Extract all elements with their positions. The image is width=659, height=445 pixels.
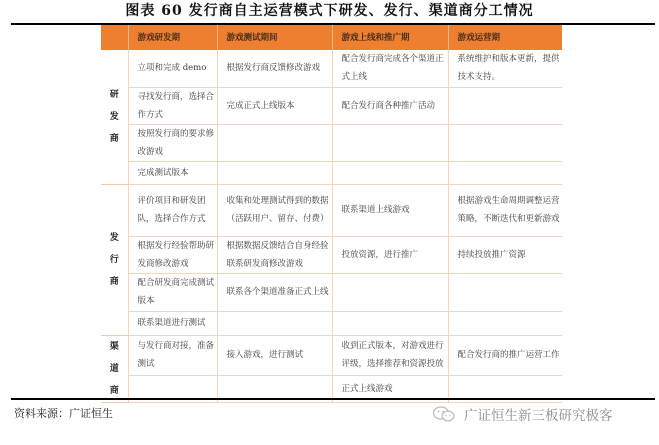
table-cell: 收到正式版本，对游戏进行评级，选择推荐和资源投放 [332,335,448,376]
table-cell: 系统维护和版本更新，提供技术支持。 [448,50,562,87]
group-label-char: 发 [109,232,119,243]
table-cell: 根据发行商反馈修改游戏 [217,50,332,87]
bottom-rule [11,398,655,400]
table-cell: 根据发行经验帮助研发商修改游戏 [128,236,217,273]
table-cell: 与发行商对接，准备测试 [128,335,217,376]
table-cell: 根据数据反馈结合自身经验联系研发商修改游戏 [217,236,332,273]
table-cell: 配合发行商的推广运营工作 [448,335,562,376]
wechat-icon [432,405,456,423]
group-label-channel [101,335,128,402]
table-cell [332,161,448,184]
table-row [101,236,562,273]
table-cell: 投放资源，进行推广 [332,236,448,273]
table-cell: 完成测试版本 [128,161,217,184]
table-cell [448,124,562,161]
table-row [101,184,562,236]
header-corner [101,25,128,50]
group-label-char: 道 [109,363,119,374]
table-row [101,335,562,376]
table-row [101,124,562,161]
group-label-char: 研 [109,89,119,100]
table-cell [217,311,332,335]
source-note: 资料来源：广证恒生 [14,407,113,420]
header-ops-phase: 游戏运营期 [448,25,562,50]
table-cell: 联系各个渠道准备正式上线 [217,273,332,311]
watermark-text: 广证恒生新三板研究极客 [464,408,613,424]
table-cell: 按照发行商的要求修改游戏 [128,124,217,161]
table-cell: 根据游戏生命周期调整运营策略，不断迭代和更新游戏 [448,184,562,236]
header-row [101,25,562,50]
table-cell [332,124,448,161]
table-row [101,311,562,335]
table-cell [448,311,562,335]
group-label-publisher [101,184,128,335]
header-launch-phase: 游戏上线和推广期 [332,25,448,50]
header-dev-phase: 游戏研发期 [128,25,217,50]
table-cell: 配合发行商各种推广活动 [332,87,448,124]
table-cell [217,124,332,161]
table-cell [448,273,562,311]
group-label-char: 商 [109,133,119,144]
group-label-char: 发 [109,111,119,122]
group-label-char: 行 [109,254,119,265]
header-test-phase: 游戏测试期间 [217,25,332,50]
group-label-char: 渠 [109,341,119,352]
table-cell: 收集和处理测试得到的数据（活跃用户、留存、付费） [217,184,332,236]
table-row [101,50,562,87]
table-cell [448,87,562,124]
figure-title: 图表 60 发行商自主运营模式下研发、发行、渠道商分工情况 [125,3,534,19]
watermark [432,404,613,424]
table-row [101,87,562,124]
table-cell: 接入游戏，进行测试 [217,335,332,376]
table-cell [332,311,448,335]
table-cell: 持续投放推广资源 [448,236,562,273]
table-cell: 配合研发商完成测试版本 [128,273,217,311]
table-cell [217,161,332,184]
table-cell: 完成正式上线版本 [217,87,332,124]
table-cell: 评价项目和研发团队，选择合作方式 [128,184,217,236]
group-label-developer [101,50,128,184]
table-cell [448,161,562,184]
table-row [101,273,562,311]
table-cell: 立项和完成 demo [128,50,217,87]
table-cell: 联系渠道上线游戏 [332,184,448,236]
group-label-char: 商 [109,385,119,396]
table-row [101,161,562,184]
table-cell: 寻找发行商，选择合作方式 [128,87,217,124]
table-cell [332,273,448,311]
table-cell: 联系渠道进行测试 [128,311,217,335]
division-table [101,25,562,403]
table-cell: 配合发行商完成各个渠道正式上线 [332,50,448,87]
table-cell: 正式上线游戏 [332,376,448,402]
group-label-char: 商 [109,276,119,287]
